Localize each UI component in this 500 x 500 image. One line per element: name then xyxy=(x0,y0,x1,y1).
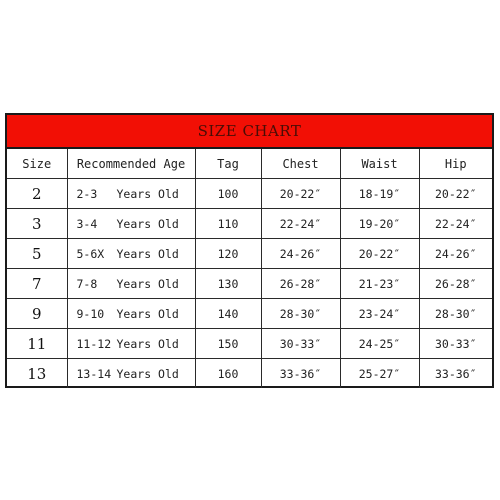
chest-cell: 22-24″ xyxy=(261,209,340,239)
size-cell: 3 xyxy=(7,209,67,239)
recommended-age-cell xyxy=(67,329,195,359)
table-row xyxy=(7,239,492,269)
table-row xyxy=(7,329,492,359)
chest-cell: 33-36″ xyxy=(261,359,340,389)
tag-cell: 100 xyxy=(195,179,261,209)
waist-cell: 21-23″ xyxy=(340,269,419,299)
size-cell: 5 xyxy=(7,239,67,269)
table-row xyxy=(7,269,492,299)
waist-cell: 20-22″ xyxy=(340,239,419,269)
hip-cell: 20-22″ xyxy=(419,179,492,209)
waist-cell: 25-27″ xyxy=(340,359,419,389)
chest-cell: 20-22″ xyxy=(261,179,340,209)
chest-cell: 28-30″ xyxy=(261,299,340,329)
hip-cell: 26-28″ xyxy=(419,269,492,299)
tag-cell: 110 xyxy=(195,209,261,239)
tag-cell: 140 xyxy=(195,299,261,329)
tag-cell: 160 xyxy=(195,359,261,389)
waist-cell: 23-24″ xyxy=(340,299,419,329)
age-suffix: Years Old xyxy=(116,336,179,351)
tag-cell: 120 xyxy=(195,239,261,269)
age-suffix: Years Old xyxy=(116,306,179,321)
recommended-age-cell xyxy=(67,359,195,389)
hip-cell: 28-30″ xyxy=(419,299,492,329)
column-header-waist: Waist xyxy=(340,149,419,179)
chart-title: SIZE CHART xyxy=(7,115,492,149)
age-range: 11-12 xyxy=(76,336,112,351)
column-header-chest: Chest xyxy=(261,149,340,179)
size-table xyxy=(7,149,492,388)
size-cell: 2 xyxy=(7,179,67,209)
age-suffix: Years Old xyxy=(116,246,179,261)
hip-cell: 33-36″ xyxy=(419,359,492,389)
tag-cell: 130 xyxy=(195,269,261,299)
waist-cell: 24-25″ xyxy=(340,329,419,359)
chest-cell: 24-26″ xyxy=(261,239,340,269)
table-row xyxy=(7,179,492,209)
recommended-age-cell xyxy=(67,239,195,269)
recommended-age-cell xyxy=(67,299,195,329)
table-body xyxy=(7,179,492,389)
hip-cell: 24-26″ xyxy=(419,239,492,269)
column-header-hip: Hip xyxy=(419,149,492,179)
hip-cell: 30-33″ xyxy=(419,329,492,359)
column-header-recommended-age: Recommended Age xyxy=(67,149,195,179)
waist-cell: 18-19″ xyxy=(340,179,419,209)
column-header-size: Size xyxy=(7,149,67,179)
chest-cell: 26-28″ xyxy=(261,269,340,299)
recommended-age-cell xyxy=(67,179,195,209)
age-range: 13-14 xyxy=(76,366,112,381)
column-header-tag: Tag xyxy=(195,149,261,179)
size-chart xyxy=(5,113,494,388)
recommended-age-cell xyxy=(67,209,195,239)
size-cell: 11 xyxy=(7,329,67,359)
table-row xyxy=(7,209,492,239)
size-cell: 7 xyxy=(7,269,67,299)
age-suffix: Years Old xyxy=(116,216,179,231)
waist-cell: 19-20″ xyxy=(340,209,419,239)
tag-cell: 150 xyxy=(195,329,261,359)
recommended-age-cell xyxy=(67,269,195,299)
size-cell: 13 xyxy=(7,359,67,389)
age-range: 9-10 xyxy=(76,306,105,321)
age-range: 2-3 xyxy=(76,186,98,201)
size-cell: 9 xyxy=(7,299,67,329)
age-suffix: Years Old xyxy=(116,276,179,291)
age-suffix: Years Old xyxy=(116,186,179,201)
header-row xyxy=(7,149,492,179)
hip-cell: 22-24″ xyxy=(419,209,492,239)
age-range: 3-4 xyxy=(76,216,98,231)
age-range: 5-6X xyxy=(76,246,105,261)
chest-cell: 30-33″ xyxy=(261,329,340,359)
table-row xyxy=(7,359,492,389)
age-suffix: Years Old xyxy=(116,366,179,381)
table-row xyxy=(7,299,492,329)
age-range: 7-8 xyxy=(76,276,98,291)
